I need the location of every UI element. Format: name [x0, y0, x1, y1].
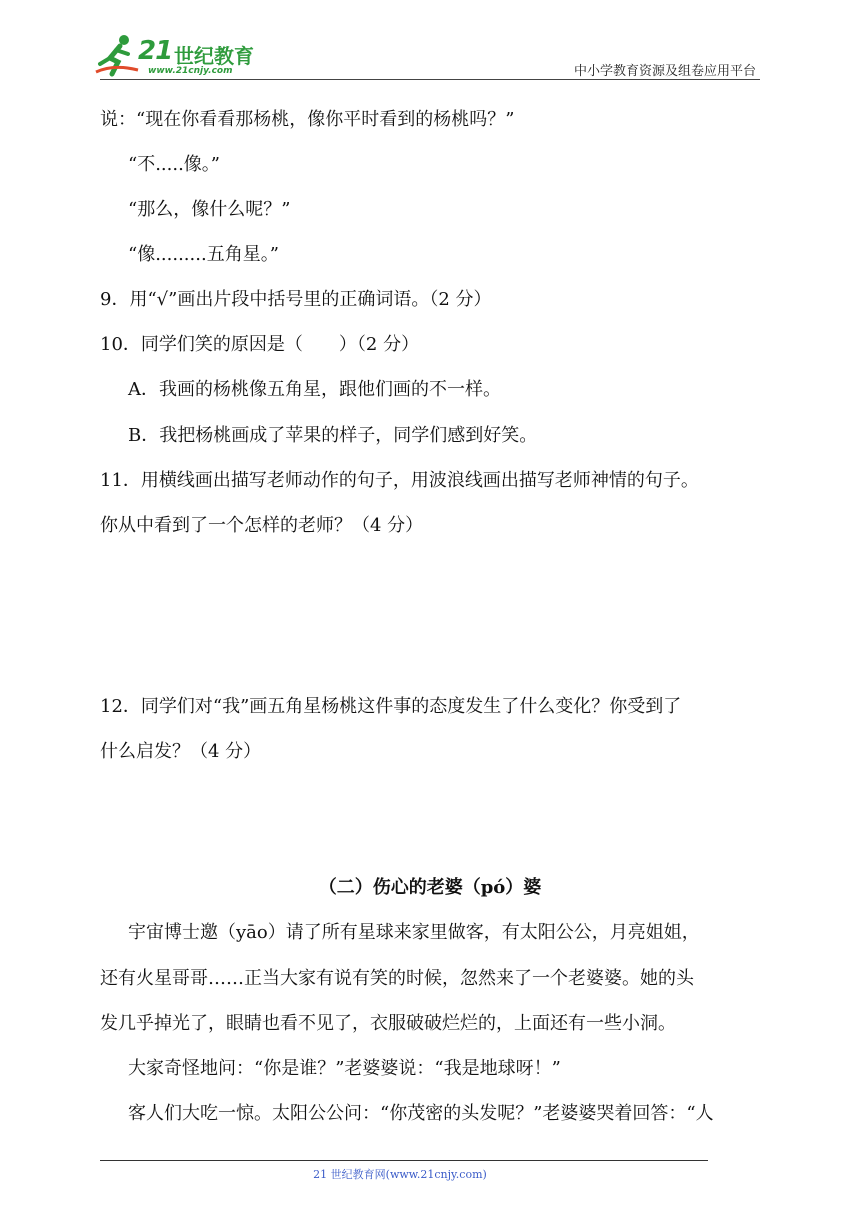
story-line: 宇宙博士邀（yāo）请了所有星球来家里做客，有太阳公公，月亮姐姐， — [128, 922, 700, 943]
passage-line: “那么，像什么呢？” — [128, 199, 291, 220]
section-title: （二）伤心的老婆（pó）婆 — [318, 877, 542, 898]
story-line: 大家奇怪地问：“你是谁？”老婆婆说：“我是地球呀！” — [128, 1058, 561, 1079]
logo-text: 世纪教育 — [174, 44, 254, 68]
footer-divider — [100, 1160, 708, 1161]
story-line: 还有火星哥哥……正当大家有说有笑的时候，忽然来了一个老婆婆。她的头 — [100, 968, 694, 989]
question-12: 12．同学们对“我”画五角星杨桃这件事的态度发生了什么变化？你受到了 — [100, 696, 682, 717]
question-10-option-b: B．我把杨桃画成了苹果的样子，同学们感到好笑。 — [128, 425, 538, 446]
passage-line: 说：“现在你看看那杨桃，像你平时看到的杨桃吗？” — [100, 109, 515, 130]
story-line: 客人们大吃一惊。太阳公公问：“你茂密的头发呢？”老婆婆哭着回答：“人 — [128, 1103, 714, 1124]
passage-line: “像.........五角星。” — [128, 244, 279, 265]
question-11: 11．用横线画出描写老师动作的句子，用波浪线画出描写老师神情的句子。 — [100, 470, 699, 491]
question-12-continued: 什么启发？（4 分） — [100, 741, 262, 762]
question-9: 9．用“√”画出片段中括号里的正确词语。（2 分） — [100, 289, 492, 310]
question-11-continued: 你从中看到了一个怎样的老师？（4 分） — [100, 515, 424, 536]
question-10: 10．同学们笑的原因是（ ）（2 分） — [100, 334, 420, 355]
story-line: 发几乎掉光了，眼睛也看不见了，衣服破破烂烂的，上面还有一些小洞。 — [100, 1013, 676, 1034]
runner-icon — [94, 34, 140, 78]
logo-number: 21 — [138, 36, 173, 66]
header-tagline: 中小学教育资源及组卷应用平台 — [573, 64, 756, 79]
header-divider — [100, 79, 760, 80]
logo-url: www.21cnjy.com — [148, 66, 233, 76]
brand-logo — [94, 34, 264, 80]
passage-line: “不.....像。” — [128, 154, 221, 175]
question-10-option-a: A．我画的杨桃像五角星，跟他们画的不一样。 — [128, 379, 501, 400]
footer-text: 21 世纪教育网(www.21cnjy.com) — [313, 1168, 487, 1181]
